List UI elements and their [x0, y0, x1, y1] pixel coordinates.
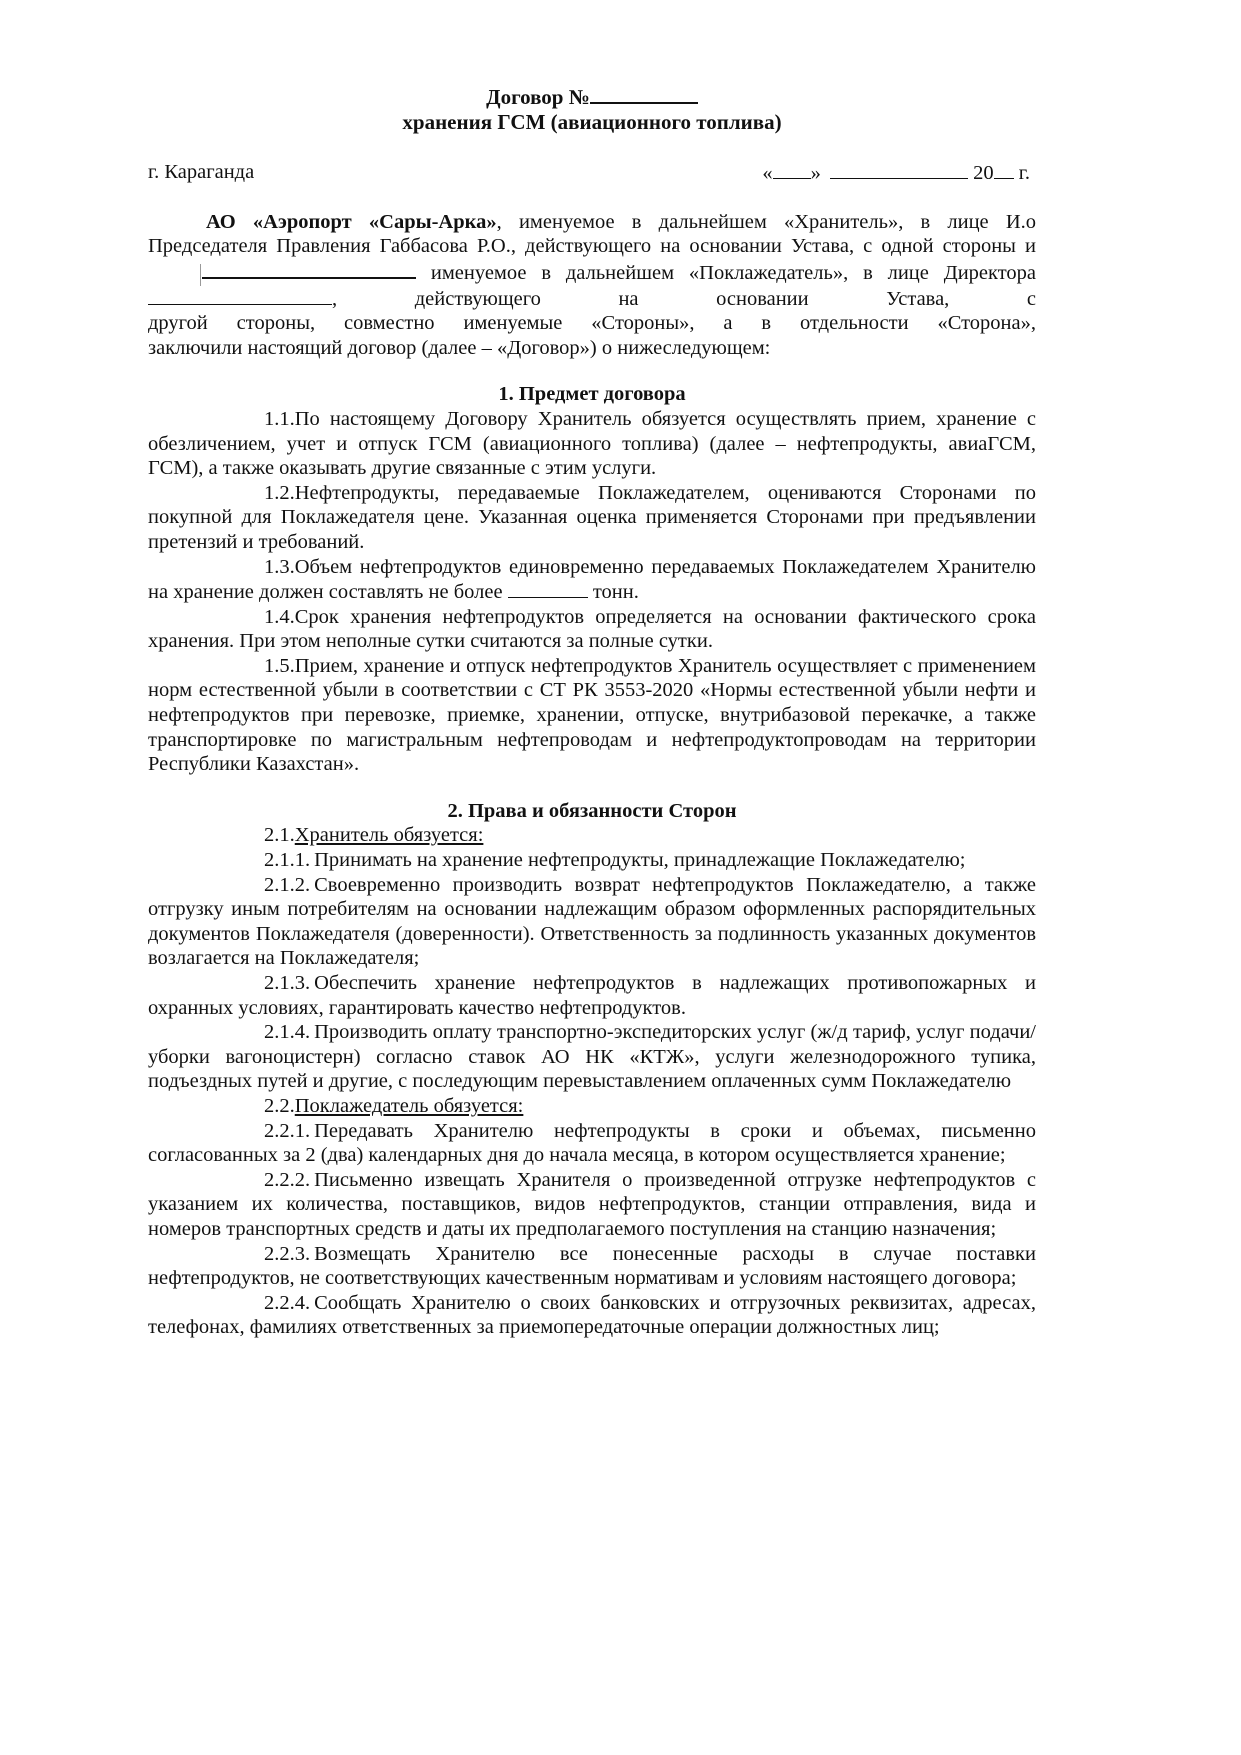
- clause-1-3: 1.3.Объем нефтепродуктов единовременно передаваемых Поклажедателем Хранителю на хранение должен составлять не более тонн.: [148, 555, 1036, 604]
- clause-2-1-1: 2.1.1. Принимать на хранение нефтепродукты, принадлежащие Поклажедателю;: [264, 849, 966, 872]
- tonnage-blank: [508, 579, 588, 598]
- clause-2-1-2: 2.1.2. Своевременно производить возврат нефтепродуктов Поклажедателю, а также отгрузку иным потребителям на основании надлежащим образом оформленных распорядительных документов Поклажедателя (доверенности). Ответственность за подлинность указанных документов возлагается на Поклажедателя;: [148, 873, 1036, 970]
- contract-date: « » 20 г.: [762, 162, 1030, 185]
- director-name-blank: [148, 286, 332, 305]
- clause-1-4: 1.4.Срок хранения нефтепродуктов определяется на основании фактического срока хранения. При этом неполные сутки считаются за полные сутки.: [148, 605, 1036, 653]
- title-line-1: Договор №: [486, 85, 590, 109]
- document-subtitle: хранения ГСМ (авиационного топлива): [402, 109, 782, 134]
- contract-number-blank: [590, 84, 698, 104]
- clause-1-1: 1.1.По настоящему Договору Хранитель обязуется осуществлять прием, хранение с обезличением, учет и отпуск ГСМ (авиационного топлива) (далее – нефтепродукты, авиаГСМ, ГСМ), а также оказывать другие связанные с этим услуги.: [148, 407, 1036, 480]
- clause-2-1-4: 2.1.4. Производить оплату транспортно-экспедиторских услуг (ж/д тариф, услуг подачи/уборки вагоноцистерн) согласно ставок АО НК «КТЖ», услуги железнодорожного тупика, подъездных путей и другие, с последующим перевыставлением оплаченных сумм Поклажедателю: [148, 1021, 1036, 1093]
- clause-2-2-1: 2.2.1. Передавать Хранителю нефтепродукты в сроки и объемах, письменно согласованных за 2 (два) календарных дня до начала месяца, в котором осуществляется хранение;: [148, 1119, 1036, 1167]
- document-title: [148, 84, 1036, 110]
- clause-2-2-4: 2.2.4. Сообщать Хранителю о своих банковских и отгрузочных реквизитах, адресах, телефонах, фамилиях ответственных за приемопередаточные операции должностных лиц;: [148, 1291, 1036, 1339]
- subsection-2-2-title: 2.2.Поклажедатель обязуется:: [264, 1094, 524, 1117]
- party-1-name: АО «Аэропорт «Сары-Арка»: [206, 210, 497, 233]
- preamble-line-1: АО «Аэропорт «Сары-Арка», именуемое в дальнейшем «Хранитель», в лице И.о: [206, 210, 1036, 233]
- preamble: [148, 210, 1036, 361]
- preamble-line-2: Председателя Правления Габбасова Р.О., действующего на основании Устава, с одной стороны и: [148, 235, 1036, 258]
- day-blank: [773, 160, 811, 179]
- month-blank: [830, 160, 968, 179]
- section-1: [148, 382, 1036, 777]
- party-2-name-blank: [202, 259, 416, 279]
- preamble-line-5: другой стороны, совместно именуемые «Стороны», а в отдельности «Сторона»,: [148, 312, 1036, 335]
- preamble-line-4: , действующего на основании Устава, с: [148, 286, 1036, 312]
- clause-1-5: 1.5.Прием, хранение и отпуск нефтепродуктов Хранитель осуществляет с применением норм естественной убыли в соответствии с СТ РК 3553-2020 «Нормы естественной убыли нефти и нефтепродуктов при перевозке, приемке, хранении, отпуске, внутрибазовой перекачке, а также транспортировке по магистральным нефтепроводам и нефтепродуктопроводам на территории Республики Казахстан».: [148, 654, 1036, 776]
- section-2-heading: 2. Права и обязанности Сторон: [447, 799, 737, 822]
- city: г. Караганда: [148, 161, 255, 184]
- preamble-line-3: именуемое в дальнейшем «Поклажедатель», в лице Директора: [148, 259, 1036, 286]
- clause-2-2-3: 2.2.3. Возмещать Хранителю все понесенные расходы в случае поставки нефтепродуктов, не соответствующих качественным нормативам и условиям настоящего договора;: [148, 1242, 1036, 1290]
- preamble-line-6: заключили настоящий договор (далее – «Договор») о нижеследующем:: [148, 336, 771, 359]
- text-cursor: [200, 264, 201, 286]
- clause-2-1-3: 2.1.3. Обеспечить хранение нефтепродуктов в надлежащих противопожарных и охранных условиях, гарантировать качество нефтепродуктов.: [148, 972, 1036, 1019]
- clause-2-2-2: 2.2.2. Письменно извещать Хранителя о произведенной отгрузке нефтепродуктов с указанием их количества, поставщиков, видов нефтепродуктов, станции отправления, вида и номеров транспортных средств и даты их предполагаемого поступления на станцию назначения;: [148, 1168, 1036, 1240]
- city-date-line: [148, 160, 1036, 186]
- section-1-heading: 1. Предмет договора: [498, 383, 686, 406]
- section-2: [148, 799, 1036, 1340]
- document-body: [148, 84, 1036, 1340]
- clause-1-2: 1.2.Нефтепродукты, передаваемые Поклажедателем, оцениваются Сторонами по покупной для Поклажедателя цене. Указанная оценка применяется Сторонами при предъявлении претензий и требований.: [148, 481, 1036, 553]
- subsection-2-1-title: 2.1.Хранитель обязуется:: [264, 824, 484, 847]
- year-blank: [994, 160, 1014, 179]
